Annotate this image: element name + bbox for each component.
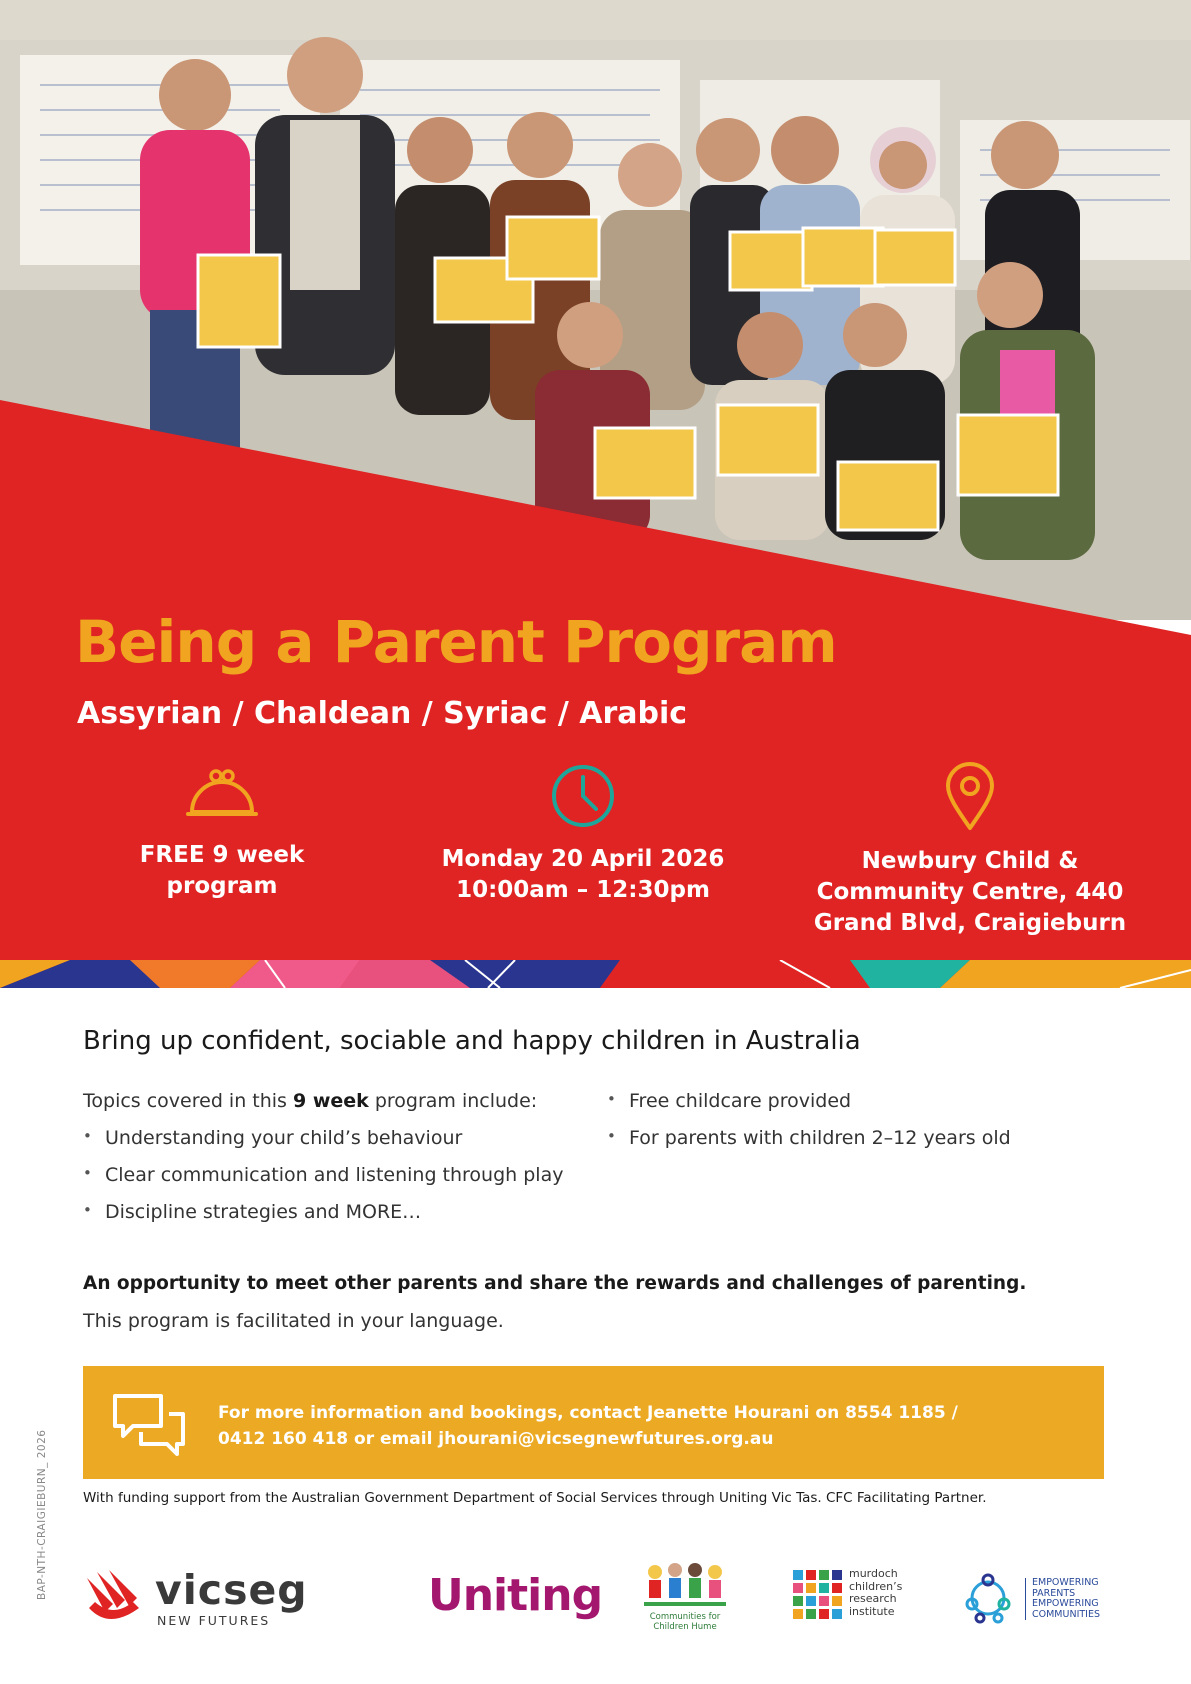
contact-text [218, 1400, 1078, 1452]
contact-line-1: For more information and bookings, contact Jeanette Hourani on 8554 1185 / [218, 1403, 958, 1423]
funding-note: With funding support from the Australian Government Department of Social Services through Uniting Vic Tas. CFC Facilitating Partner. [83, 1490, 987, 1506]
location-line-1: Newbury Child & [861, 848, 1079, 874]
page-title: Being a Parent Program [75, 608, 837, 676]
location-pin-icon [944, 762, 996, 832]
mcri-label [849, 1568, 902, 1618]
contact-line-2: 0412 160 418 or email jhourani@vicsegnewfutures.org.au [218, 1429, 774, 1449]
mcri-line-4: institute [849, 1604, 895, 1618]
eppc-label [1025, 1578, 1100, 1620]
topics-intro [83, 1090, 613, 1127]
vicseg-logo [83, 1566, 308, 1628]
topics-intro-bold: 9 week [292, 1090, 369, 1112]
topics-intro-text-end: program include: [368, 1090, 538, 1112]
list-item: • Free childcare provided [607, 1090, 1107, 1127]
mcri-line-3: research [849, 1592, 897, 1605]
people-circle-icon [958, 1570, 1018, 1626]
contact-bar [83, 1366, 1104, 1479]
cfc-label [640, 1612, 730, 1632]
mcri-logo [793, 1568, 923, 1624]
topics-intro-text: Topics covered in this [83, 1090, 293, 1112]
communities-for-children-logo [640, 1562, 730, 1642]
document-code: BAP-NTH-CRAIGIEBURN_ 2026 [36, 1429, 48, 1600]
list-item: • Discipline strategies and MORE… [83, 1201, 613, 1238]
location-line-2: Community Centre, 440 [816, 879, 1124, 905]
eppc-line-2: PARENTS [1032, 1587, 1076, 1599]
eppc-line-3: EMPOWERING [1032, 1598, 1099, 1609]
mcri-line-1: murdoch [849, 1567, 898, 1580]
cost-line-2: program [166, 873, 278, 899]
cfc-line-2: Children Hume [653, 1622, 717, 1632]
mcri-line-2: children’s [849, 1579, 903, 1593]
info-cost [62, 762, 382, 902]
topics-list [83, 1127, 613, 1238]
benefits-list [607, 1090, 1107, 1164]
list-item: • Understanding your child’s behaviour [83, 1127, 613, 1164]
vicseg-subtitle: NEW FUTURES [157, 1613, 271, 1628]
opportunity-text: An opportunity to meet other parents and share the rewards and challenges of parenting. [83, 1273, 1027, 1294]
location-line-3: Grand Blvd, Craigieburn [813, 910, 1127, 936]
decorative-stripe [0, 960, 1191, 988]
eppc-line-4: COMMUNITIES [1032, 1608, 1101, 1620]
date-line: Monday 20 April 2026 [441, 846, 725, 872]
chat-bubbles-icon [111, 1392, 187, 1458]
purse-icon [184, 762, 260, 826]
helping-hands-icon [83, 1568, 145, 1626]
info-date [423, 762, 743, 906]
cfc-line-1: Communities for [649, 1612, 721, 1622]
uniting-logo: Uniting [428, 1570, 603, 1621]
list-item: • Clear communication and listening through play [83, 1164, 613, 1201]
vicseg-name: vicseg [155, 1566, 308, 1614]
languages-subtitle: Assyrian / Chaldean / Syriac / Arabic [77, 696, 688, 731]
children-figures-icon [640, 1562, 730, 1610]
time-line: 10:00am – 12:30pm [456, 877, 710, 903]
clock-icon [549, 762, 617, 830]
facilitated-text: This program is facilitated in your language. [83, 1310, 504, 1332]
mcri-mark-icon [793, 1570, 843, 1620]
eppc-line-1: EMPOWERING [1032, 1577, 1099, 1588]
topics-section [83, 1090, 613, 1238]
list-item: • For parents with children 2–12 years old [607, 1127, 1107, 1164]
cost-line-1: FREE 9 week [139, 842, 305, 868]
info-location [810, 762, 1130, 939]
eppc-logo [958, 1568, 1108, 1628]
tagline: Bring up confident, sociable and happy children in Australia [83, 1026, 861, 1056]
